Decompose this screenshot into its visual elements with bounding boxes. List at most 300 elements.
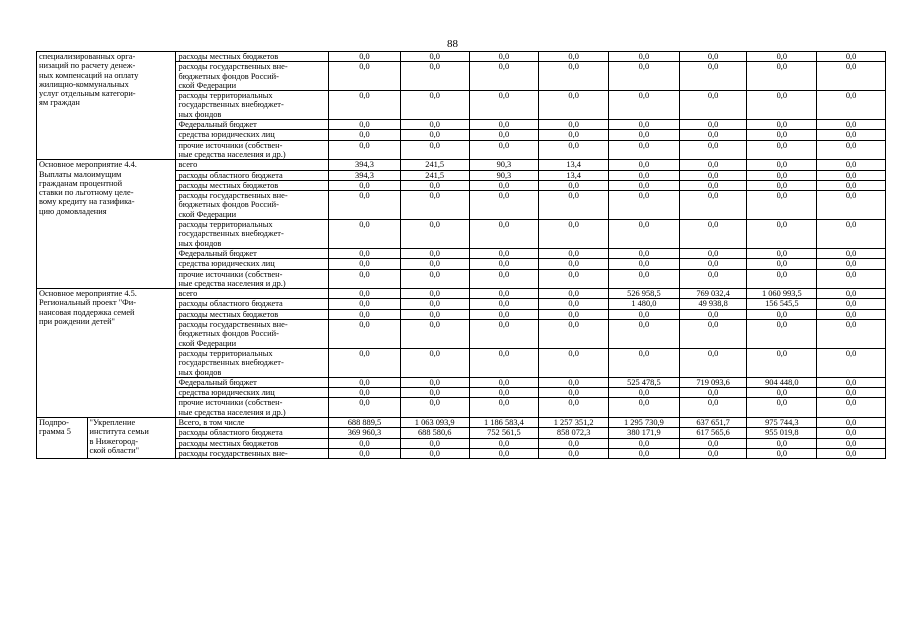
funding-source-line: ской Федерации bbox=[178, 338, 237, 348]
activity-cell bbox=[37, 289, 176, 418]
value-cell: 0,0 bbox=[817, 62, 886, 91]
value-cell: 0,0 bbox=[679, 320, 747, 349]
value-cell: 0,0 bbox=[817, 170, 886, 180]
funding-source-line: государственных внебюджет- bbox=[178, 229, 284, 239]
value-cell: 0,0 bbox=[609, 438, 680, 448]
value-cell: 0,0 bbox=[539, 309, 609, 319]
value-cell: 617 565,6 bbox=[679, 428, 747, 438]
value-cell: 0,0 bbox=[469, 248, 539, 258]
value-cell: 0,0 bbox=[747, 52, 817, 62]
value-cell: 0,0 bbox=[609, 91, 680, 120]
value-cell: 0,0 bbox=[469, 320, 539, 349]
funding-source-line: бюджетных фондов Россий- bbox=[178, 329, 279, 339]
program-title-line: института семьи bbox=[89, 427, 149, 437]
value-cell: 1 295 730,9 bbox=[609, 417, 680, 427]
funding-source-line: средства юридических лиц bbox=[178, 259, 275, 269]
value-cell: 0,0 bbox=[469, 448, 539, 458]
value-cell: 0,0 bbox=[609, 348, 680, 377]
value-cell: 0,0 bbox=[817, 448, 886, 458]
funding-source-line: ные средства населения и др.) bbox=[178, 278, 286, 288]
funding-source-line: ных фондов bbox=[178, 367, 222, 377]
value-cell: 0,0 bbox=[329, 62, 401, 91]
value-cell: 0,0 bbox=[679, 248, 747, 258]
funding-source-cell bbox=[176, 438, 329, 448]
value-cell: 0,0 bbox=[817, 259, 886, 269]
value-cell: 0,0 bbox=[469, 348, 539, 377]
funding-source-cell bbox=[176, 398, 329, 418]
value-cell: 0,0 bbox=[400, 348, 469, 377]
value-cell: 0,0 bbox=[679, 160, 747, 170]
funding-source-line: прочие источники (собствен- bbox=[178, 140, 283, 150]
funding-source-cell bbox=[176, 170, 329, 180]
funding-source-cell bbox=[176, 259, 329, 269]
value-cell: 0,0 bbox=[817, 348, 886, 377]
value-cell: 0,0 bbox=[400, 448, 469, 458]
value-cell: 13,4 bbox=[539, 160, 609, 170]
value-cell: 0,0 bbox=[609, 180, 680, 190]
activity-line: цию домовладения bbox=[39, 206, 107, 216]
value-cell: 0,0 bbox=[469, 299, 539, 309]
funding-source-cell bbox=[176, 348, 329, 377]
value-cell: 49 938,8 bbox=[679, 299, 747, 309]
value-cell: 0,0 bbox=[817, 309, 886, 319]
value-cell: 90,3 bbox=[469, 160, 539, 170]
value-cell: 0,0 bbox=[679, 388, 747, 398]
value-cell: 1 257 351,2 bbox=[539, 417, 609, 427]
value-cell: 0,0 bbox=[747, 248, 817, 258]
program-code-cell bbox=[37, 417, 88, 458]
funding-source-line: расходы местных бюджетов bbox=[178, 438, 279, 448]
value-cell: 0,0 bbox=[747, 320, 817, 349]
value-cell: 0,0 bbox=[329, 180, 401, 190]
value-cell: 0,0 bbox=[539, 191, 609, 220]
funding-source-line: государственных внебюджет- bbox=[178, 100, 284, 110]
funding-source-line: расходы государственных вне- bbox=[178, 191, 288, 201]
value-cell: 1 186 583,4 bbox=[469, 417, 539, 427]
value-cell: 0,0 bbox=[400, 91, 469, 120]
value-cell: 0,0 bbox=[329, 388, 401, 398]
value-cell: 0,0 bbox=[329, 130, 401, 140]
value-cell: 0,0 bbox=[817, 269, 886, 289]
value-cell: 0,0 bbox=[817, 52, 886, 62]
value-cell: 0,0 bbox=[747, 191, 817, 220]
funding-source-cell bbox=[176, 417, 329, 427]
value-cell: 13,4 bbox=[539, 170, 609, 180]
value-cell: 769 032,4 bbox=[679, 289, 747, 299]
program-title-cell bbox=[87, 417, 176, 458]
funding-source-line: ные средства населения и др.) bbox=[178, 149, 286, 159]
funding-source-cell bbox=[176, 191, 329, 220]
value-cell: 0,0 bbox=[747, 398, 817, 418]
value-cell: 394,3 bbox=[329, 170, 401, 180]
value-cell: 0,0 bbox=[400, 259, 469, 269]
activity-line: ных компенсаций на оплату bbox=[39, 70, 139, 80]
funding-source-cell bbox=[176, 428, 329, 438]
program-title-line: "Укрепление bbox=[89, 417, 136, 427]
funding-source-cell bbox=[176, 180, 329, 190]
funding-source-line: ской Федерации bbox=[178, 209, 237, 219]
value-cell: 0,0 bbox=[609, 191, 680, 220]
funding-source-line: расходы территориальных bbox=[178, 91, 273, 101]
value-cell: 0,0 bbox=[679, 180, 747, 190]
value-cell: 0,0 bbox=[679, 398, 747, 418]
value-cell: 0,0 bbox=[469, 62, 539, 91]
funding-source-line: Всего, в том числе bbox=[178, 417, 245, 427]
value-cell: 0,0 bbox=[539, 448, 609, 458]
value-cell: 0,0 bbox=[329, 448, 401, 458]
value-cell: 0,0 bbox=[469, 289, 539, 299]
activity-line: ставки по льготному целе- bbox=[39, 188, 134, 198]
funding-source-line: Федеральный бюджет bbox=[178, 377, 257, 387]
value-cell: 0,0 bbox=[539, 289, 609, 299]
value-cell: 0,0 bbox=[400, 398, 469, 418]
value-cell: 0,0 bbox=[609, 130, 680, 140]
table-row bbox=[37, 52, 886, 62]
value-cell: 0,0 bbox=[469, 191, 539, 220]
activity-line: Региональный проект "Фи- bbox=[39, 298, 137, 308]
value-cell: 0,0 bbox=[539, 140, 609, 160]
value-cell: 0,0 bbox=[469, 259, 539, 269]
value-cell: 0,0 bbox=[469, 220, 539, 249]
value-cell: 0,0 bbox=[609, 170, 680, 180]
funding-source-line: расходы местных бюджетов bbox=[178, 52, 279, 61]
value-cell: 156 545,5 bbox=[747, 299, 817, 309]
funding-source-line: ные средства населения и др.) bbox=[178, 407, 286, 417]
value-cell: 0,0 bbox=[609, 398, 680, 418]
value-cell: 0,0 bbox=[747, 348, 817, 377]
activity-cell bbox=[37, 52, 176, 160]
value-cell: 0,0 bbox=[609, 220, 680, 249]
funding-source-line: расходы государственных вне- bbox=[178, 62, 288, 72]
value-cell: 90,3 bbox=[469, 170, 539, 180]
value-cell: 0,0 bbox=[747, 160, 817, 170]
funding-source-line: расходы государственных вне- bbox=[178, 320, 288, 330]
funding-source-line: расходы областного бюджета bbox=[178, 299, 283, 309]
value-cell: 0,0 bbox=[817, 438, 886, 448]
value-cell: 0,0 bbox=[400, 191, 469, 220]
value-cell: 0,0 bbox=[817, 91, 886, 120]
value-cell: 0,0 bbox=[747, 180, 817, 190]
funding-source-line: расходы местных бюджетов bbox=[178, 180, 279, 190]
value-cell: 0,0 bbox=[747, 438, 817, 448]
value-cell: 0,0 bbox=[747, 448, 817, 458]
value-cell: 0,0 bbox=[400, 180, 469, 190]
value-cell: 0,0 bbox=[329, 191, 401, 220]
funding-source-cell bbox=[176, 309, 329, 319]
funding-source-cell bbox=[176, 62, 329, 91]
value-cell: 0,0 bbox=[609, 160, 680, 170]
funding-source-line: средства юридических лиц bbox=[178, 388, 275, 398]
value-cell: 0,0 bbox=[817, 398, 886, 418]
funding-source-line: расходы местных бюджетов bbox=[178, 309, 279, 319]
value-cell: 0,0 bbox=[400, 248, 469, 258]
funding-source-cell bbox=[176, 448, 329, 458]
value-cell: 0,0 bbox=[747, 91, 817, 120]
value-cell: 955 019,8 bbox=[747, 428, 817, 438]
funding-source-cell bbox=[176, 52, 329, 62]
value-cell: 0,0 bbox=[747, 62, 817, 91]
funding-source-line: бюджетных фондов Россий- bbox=[178, 71, 279, 81]
funding-source-line: прочие источники (собствен- bbox=[178, 398, 283, 408]
value-cell: 0,0 bbox=[747, 170, 817, 180]
value-cell: 0,0 bbox=[539, 269, 609, 289]
value-cell: 0,0 bbox=[679, 259, 747, 269]
funding-source-cell bbox=[176, 120, 329, 130]
value-cell: 0,0 bbox=[609, 140, 680, 160]
value-cell: 0,0 bbox=[609, 320, 680, 349]
value-cell: 0,0 bbox=[539, 299, 609, 309]
value-cell: 0,0 bbox=[817, 220, 886, 249]
funding-source-cell bbox=[176, 377, 329, 387]
value-cell: 0,0 bbox=[539, 320, 609, 349]
value-cell: 0,0 bbox=[329, 309, 401, 319]
value-cell: 0,0 bbox=[329, 259, 401, 269]
value-cell: 0,0 bbox=[329, 248, 401, 258]
value-cell: 0,0 bbox=[747, 140, 817, 160]
value-cell: 0,0 bbox=[539, 259, 609, 269]
funding-source-line: расходы территориальных bbox=[178, 348, 273, 358]
value-cell: 0,0 bbox=[609, 269, 680, 289]
funding-source-line: ской Федерации bbox=[178, 80, 237, 90]
value-cell: 0,0 bbox=[747, 269, 817, 289]
value-cell: 0,0 bbox=[817, 417, 886, 427]
value-cell: 0,0 bbox=[817, 248, 886, 258]
value-cell: 0,0 bbox=[400, 377, 469, 387]
value-cell: 858 072,3 bbox=[539, 428, 609, 438]
activity-line: Основное мероприятие 4.4. bbox=[39, 160, 137, 170]
value-cell: 0,0 bbox=[329, 140, 401, 160]
value-cell: 0,0 bbox=[329, 348, 401, 377]
value-cell: 0,0 bbox=[609, 448, 680, 458]
value-cell: 526 958,5 bbox=[609, 289, 680, 299]
value-cell: 0,0 bbox=[539, 91, 609, 120]
funding-source-cell bbox=[176, 220, 329, 249]
value-cell: 0,0 bbox=[817, 130, 886, 140]
funding-source-line: всего bbox=[178, 289, 198, 299]
value-cell: 0,0 bbox=[679, 62, 747, 91]
value-cell: 0,0 bbox=[609, 52, 680, 62]
value-cell: 0,0 bbox=[329, 120, 401, 130]
value-cell: 0,0 bbox=[817, 320, 886, 349]
funding-source-line: средства юридических лиц bbox=[178, 130, 275, 140]
value-cell: 0,0 bbox=[747, 130, 817, 140]
value-cell: 0,0 bbox=[539, 348, 609, 377]
funding-source-line: Федеральный бюджет bbox=[178, 248, 257, 258]
funding-source-cell bbox=[176, 130, 329, 140]
value-cell: 0,0 bbox=[609, 388, 680, 398]
value-cell: 0,0 bbox=[817, 388, 886, 398]
value-cell: 0,0 bbox=[469, 309, 539, 319]
value-cell: 1 063 093,9 bbox=[400, 417, 469, 427]
value-cell: 688 580,6 bbox=[400, 428, 469, 438]
value-cell: 0,0 bbox=[329, 289, 401, 299]
value-cell: 0,0 bbox=[679, 438, 747, 448]
value-cell: 0,0 bbox=[679, 309, 747, 319]
program-code-line: грамма 5 bbox=[39, 427, 71, 437]
value-cell: 0,0 bbox=[817, 191, 886, 220]
value-cell: 0,0 bbox=[400, 140, 469, 160]
value-cell: 0,0 bbox=[747, 309, 817, 319]
value-cell: 0,0 bbox=[400, 289, 469, 299]
value-cell: 0,0 bbox=[469, 52, 539, 62]
value-cell: 394,3 bbox=[329, 160, 401, 170]
funding-source-cell bbox=[176, 299, 329, 309]
value-cell: 0,0 bbox=[400, 320, 469, 349]
activity-line: жилищно-коммунальных bbox=[39, 79, 129, 89]
value-cell: 0,0 bbox=[609, 120, 680, 130]
value-cell: 0,0 bbox=[539, 220, 609, 249]
activity-line: при рождении детей" bbox=[39, 317, 115, 327]
value-cell: 0,0 bbox=[400, 309, 469, 319]
funding-source-line: расходы государственных вне- bbox=[178, 448, 288, 458]
value-cell: 0,0 bbox=[539, 248, 609, 258]
value-cell: 0,0 bbox=[329, 220, 401, 249]
value-cell: 0,0 bbox=[469, 130, 539, 140]
activity-line: специализированных орга- bbox=[39, 52, 136, 61]
value-cell: 0,0 bbox=[469, 438, 539, 448]
value-cell: 1 060 993,5 bbox=[747, 289, 817, 299]
value-cell: 0,0 bbox=[400, 220, 469, 249]
program-title-line: ской области" bbox=[89, 445, 140, 455]
value-cell: 637 651,7 bbox=[679, 417, 747, 427]
value-cell: 0,0 bbox=[679, 269, 747, 289]
value-cell: 0,0 bbox=[679, 191, 747, 220]
activity-line: Основное мероприятие 4.5. bbox=[39, 289, 137, 299]
funding-source-cell bbox=[176, 269, 329, 289]
value-cell: 0,0 bbox=[539, 130, 609, 140]
value-cell: 0,0 bbox=[817, 377, 886, 387]
value-cell: 0,0 bbox=[329, 269, 401, 289]
value-cell: 0,0 bbox=[539, 377, 609, 387]
value-cell: 0,0 bbox=[400, 269, 469, 289]
value-cell: 0,0 bbox=[539, 62, 609, 91]
funding-source-cell bbox=[176, 160, 329, 170]
value-cell: 975 744,3 bbox=[747, 417, 817, 427]
value-cell: 0,0 bbox=[329, 320, 401, 349]
value-cell: 0,0 bbox=[679, 91, 747, 120]
value-cell: 0,0 bbox=[539, 120, 609, 130]
program-title-line: в Нижегород- bbox=[89, 436, 139, 446]
funding-source-cell bbox=[176, 91, 329, 120]
value-cell: 0,0 bbox=[469, 398, 539, 418]
value-cell: 0,0 bbox=[400, 120, 469, 130]
value-cell: 0,0 bbox=[747, 120, 817, 130]
value-cell: 0,0 bbox=[817, 299, 886, 309]
funding-source-line: всего bbox=[178, 160, 198, 170]
funding-source-line: ных фондов bbox=[178, 238, 222, 248]
value-cell: 0,0 bbox=[747, 259, 817, 269]
activity-line: услуг отдельным категори- bbox=[39, 89, 136, 99]
funding-source-line: государственных внебюджет- bbox=[178, 358, 284, 368]
value-cell: 0,0 bbox=[747, 388, 817, 398]
program-code-line: Подпро- bbox=[39, 417, 69, 427]
value-cell: 0,0 bbox=[679, 220, 747, 249]
value-cell: 0,0 bbox=[539, 180, 609, 190]
funding-source-line: расходы областного бюджета bbox=[178, 428, 283, 438]
value-cell: 0,0 bbox=[609, 309, 680, 319]
funding-source-cell bbox=[176, 140, 329, 160]
value-cell: 0,0 bbox=[679, 348, 747, 377]
value-cell: 0,0 bbox=[679, 52, 747, 62]
value-cell: 0,0 bbox=[817, 289, 886, 299]
value-cell: 719 093,6 bbox=[679, 377, 747, 387]
value-cell: 0,0 bbox=[400, 52, 469, 62]
activity-line: Выплаты малоимущим bbox=[39, 169, 122, 179]
value-cell: 369 960,3 bbox=[329, 428, 401, 438]
value-cell: 0,0 bbox=[469, 91, 539, 120]
value-cell: 904 448,0 bbox=[747, 377, 817, 387]
value-cell: 0,0 bbox=[469, 120, 539, 130]
funding-source-line: бюджетных фондов Россий- bbox=[178, 200, 279, 210]
activity-cell bbox=[37, 160, 176, 289]
value-cell: 0,0 bbox=[469, 140, 539, 160]
value-cell: 0,0 bbox=[400, 299, 469, 309]
value-cell: 688 889,5 bbox=[329, 417, 401, 427]
activity-line: низаций по расчету денеж- bbox=[39, 61, 136, 71]
activity-line: вому кредиту на газифика- bbox=[39, 197, 135, 207]
value-cell: 0,0 bbox=[329, 299, 401, 309]
funding-source-cell bbox=[176, 320, 329, 349]
value-cell: 0,0 bbox=[817, 140, 886, 160]
value-cell: 0,0 bbox=[329, 91, 401, 120]
activity-line: ям граждан bbox=[39, 98, 80, 108]
value-cell: 1 480,0 bbox=[609, 299, 680, 309]
table-row bbox=[37, 160, 886, 170]
funding-source-line: расходы территориальных bbox=[178, 220, 273, 230]
table-row bbox=[37, 289, 886, 299]
value-cell: 0,0 bbox=[817, 160, 886, 170]
value-cell: 0,0 bbox=[539, 52, 609, 62]
value-cell: 0,0 bbox=[817, 180, 886, 190]
value-cell: 0,0 bbox=[469, 180, 539, 190]
value-cell: 0,0 bbox=[679, 120, 747, 130]
value-cell: 0,0 bbox=[747, 220, 817, 249]
activity-line: нансовая поддержка семей bbox=[39, 307, 135, 317]
value-cell: 0,0 bbox=[679, 170, 747, 180]
value-cell: 0,0 bbox=[609, 62, 680, 91]
value-cell: 0,0 bbox=[400, 62, 469, 91]
value-cell: 0,0 bbox=[539, 438, 609, 448]
value-cell: 241,5 bbox=[400, 170, 469, 180]
funding-source-line: прочие источники (собствен- bbox=[178, 269, 283, 279]
activity-line: гражданам процентной bbox=[39, 178, 123, 188]
value-cell: 0,0 bbox=[679, 130, 747, 140]
value-cell: 0,0 bbox=[609, 259, 680, 269]
value-cell: 0,0 bbox=[679, 140, 747, 160]
value-cell: 0,0 bbox=[329, 52, 401, 62]
value-cell: 0,0 bbox=[469, 388, 539, 398]
funding-source-line: расходы областного бюджета bbox=[178, 170, 283, 180]
funding-source-cell bbox=[176, 388, 329, 398]
value-cell: 0,0 bbox=[400, 130, 469, 140]
value-cell: 380 171,9 bbox=[609, 428, 680, 438]
value-cell: 525 478,5 bbox=[609, 377, 680, 387]
value-cell: 0,0 bbox=[679, 448, 747, 458]
value-cell: 241,5 bbox=[400, 160, 469, 170]
funding-source-cell bbox=[176, 248, 329, 258]
funding-source-line: Федеральный бюджет bbox=[178, 120, 257, 130]
page-number: 88 bbox=[447, 38, 458, 50]
value-cell: 0,0 bbox=[817, 428, 886, 438]
value-cell: 0,0 bbox=[609, 248, 680, 258]
funding-source-line: ных фондов bbox=[178, 109, 222, 119]
value-cell: 752 561,5 bbox=[469, 428, 539, 438]
value-cell: 0,0 bbox=[469, 269, 539, 289]
table-row bbox=[37, 417, 886, 427]
value-cell: 0,0 bbox=[400, 438, 469, 448]
value-cell: 0,0 bbox=[329, 398, 401, 418]
value-cell: 0,0 bbox=[469, 377, 539, 387]
